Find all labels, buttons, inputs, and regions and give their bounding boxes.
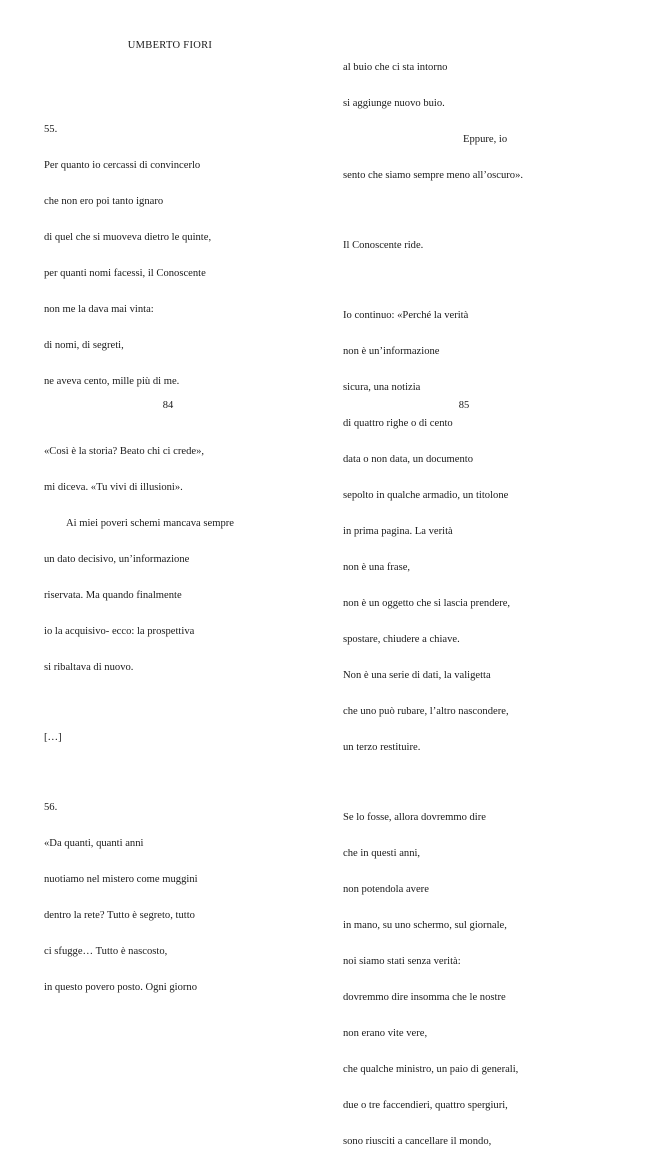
verse-line: dovremmo dire insomma che le nostre: [343, 992, 506, 1003]
verse-line: sicura, una notizia: [343, 382, 421, 393]
verse-line: noi siamo stati senza verità:: [343, 956, 461, 967]
verse-line: non è una frase,: [343, 562, 411, 573]
verse-line: non è un’informazione: [343, 346, 440, 357]
verse-line: di nomi, di segreti,: [44, 340, 124, 351]
verse-line: «Da quanti, quanti anni: [44, 838, 144, 849]
verse-line: mi diceva. «Tu vivi di illusioni».: [44, 482, 183, 493]
verse-line: Per quanto io cercassi di convincerlo: [44, 160, 201, 171]
verse-line: ne aveva cento, mille più di me.: [44, 376, 180, 387]
verse-line: in questo povero posto. Ogni giorno: [44, 982, 198, 993]
verse-line: sono riusciti a cancellare il mondo,: [343, 1136, 492, 1147]
verse-line: spostare, chiudere a chiave.: [343, 634, 460, 645]
verse-line: un dato decisivo, un’informazione: [44, 554, 190, 565]
verse-line: non è un oggetto che si lascia prendere,: [343, 598, 511, 609]
verse-line: Se lo fosse, allora dovremmo dire: [343, 812, 486, 823]
verse-line: di quel che si muoveva dietro le quinte,: [44, 232, 212, 243]
right-page-text: [343, 38, 523, 1172]
verse-line: si aggiunge nuovo buio.: [343, 98, 445, 109]
verse-line: sepolto in qualche armadio, un titolone: [343, 490, 509, 501]
verse-line: Non è una serie di dati, la valigetta: [343, 670, 491, 681]
page-number: 85: [458, 400, 470, 411]
verse-line: sento che siamo sempre meno all’oscuro».: [343, 170, 524, 181]
verse-line: Eppure, io: [463, 134, 508, 145]
right-page: [325, 0, 650, 1147]
verse-line: che uno può rubare, l’altro nascondere,: [343, 706, 509, 717]
verse-line: Ai miei poveri schemi mancava sempre: [66, 518, 234, 529]
verse-line: data o non data, un documento: [343, 454, 474, 465]
verse-line: si ribaltava di nuovo.: [44, 662, 134, 673]
verse-line: riservata. Ma quando finalmente: [44, 590, 182, 601]
verse-line: di quattro righe o di cento: [343, 418, 453, 429]
running-header: UMBERTO FIORI: [127, 40, 213, 51]
verse-line: Io continuo: «Perché la verità: [343, 310, 469, 321]
verse-line: in mano, su uno schermo, sul giornale,: [343, 920, 507, 931]
stanza-number: 55.: [44, 124, 58, 135]
verse-line: Il Conoscente ride.: [343, 240, 424, 251]
verse-line: che qualche ministro, un paio di generali,: [343, 1064, 519, 1075]
verse-line: due o tre faccendieri, quattro spergiuri,: [343, 1100, 508, 1111]
verse-line: un terzo restituire.: [343, 742, 421, 753]
verse-line: non me la dava mai vinta:: [44, 304, 154, 315]
verse-line: non erano vite vere,: [343, 1028, 428, 1039]
verse-line: nuotiamo nel mistero come muggini: [44, 874, 198, 885]
verse-line: dentro la rete? Tutto è segreto, tutto: [44, 910, 195, 921]
verse-line: che non ero poi tanto ignaro: [44, 196, 164, 207]
verse-line: che in questi anni,: [343, 848, 421, 859]
verse-line: per quanti nomi facessi, il Conoscente: [44, 268, 206, 279]
page-number: 84: [162, 400, 174, 411]
ellipsis-bracket: […]: [44, 732, 62, 743]
verse-line: «Così è la storia? Beato chi ci crede»,: [44, 446, 205, 457]
verse-line: al buio che ci sta intorno: [343, 62, 448, 73]
left-page: [0, 0, 325, 993]
verse-line: ci sfugge… Tutto è nascosto,: [44, 946, 168, 957]
stanza-number: 56.: [44, 802, 58, 813]
verse-line: io la acquisivo- ecco: la prospettiva: [44, 626, 195, 637]
verse-line: non potendola avere: [343, 884, 429, 895]
left-page-text: [44, 100, 234, 1018]
verse-line: in prima pagina. La verità: [343, 526, 453, 537]
